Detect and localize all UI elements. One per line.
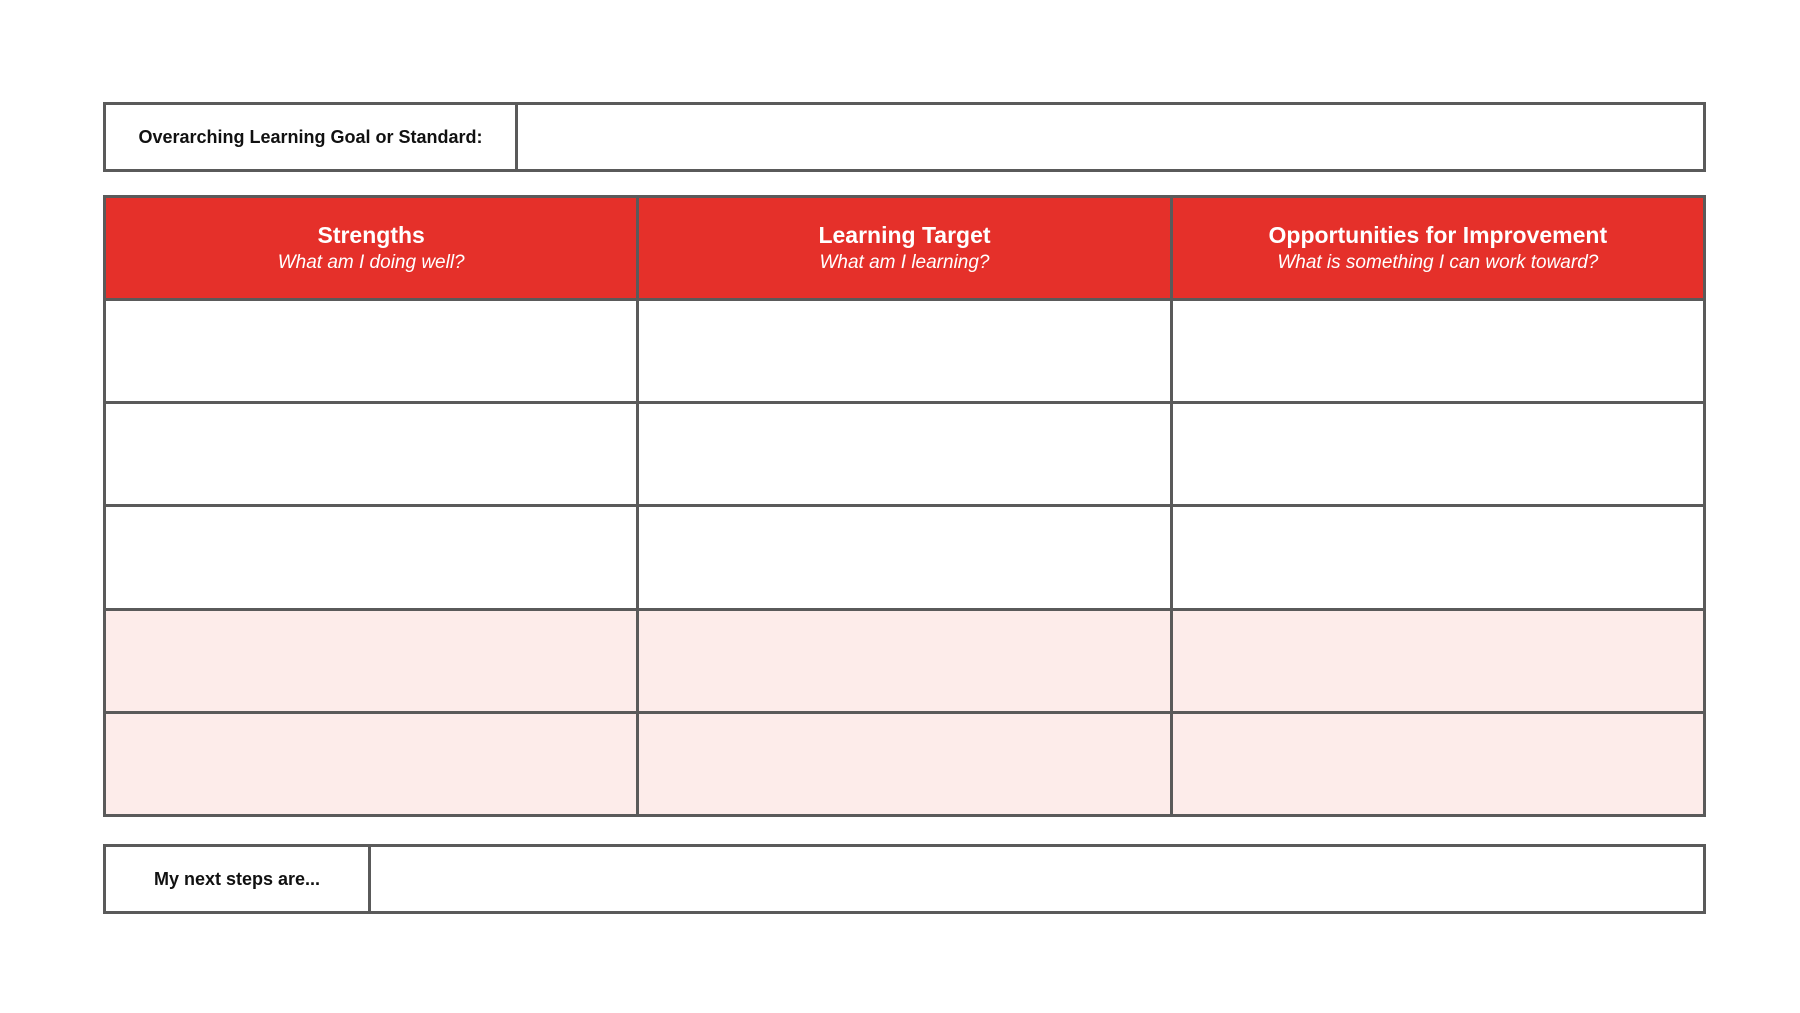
feedback-table [103, 195, 1706, 817]
learning-goal-section [103, 102, 1706, 172]
learning-target-cell[interactable] [638, 403, 1171, 506]
learning-target-cell[interactable] [638, 609, 1171, 712]
table-row [105, 506, 1705, 609]
learning-target-cell[interactable] [638, 712, 1171, 815]
table-row [105, 403, 1705, 506]
strengths-cell[interactable] [105, 403, 638, 506]
column-subtitle: What am I learning? [819, 252, 990, 273]
improvement-cell[interactable] [1171, 300, 1704, 403]
strengths-column-header [105, 197, 638, 300]
header-row [105, 197, 1705, 300]
strengths-cell[interactable] [105, 300, 638, 403]
column-subtitle: What am I doing well? [277, 252, 465, 273]
strengths-cell[interactable] [105, 609, 638, 712]
next-steps-label: My next steps are... [106, 847, 371, 911]
strengths-cell[interactable] [105, 712, 638, 815]
improvement-cell[interactable] [1171, 609, 1704, 712]
column-subtitle: What is something I can work toward? [1277, 252, 1599, 273]
next-steps-field[interactable] [371, 847, 1703, 911]
learning-target-cell[interactable] [638, 506, 1171, 609]
learning-goal-label: Overarching Learning Goal or Standard: [106, 105, 518, 169]
improvement-cell[interactable] [1171, 712, 1704, 815]
column-title: Learning Target [818, 222, 991, 248]
table-row [105, 712, 1705, 815]
learning-target-column-header [638, 197, 1171, 300]
table-row [105, 300, 1705, 403]
learning-goal-field[interactable] [518, 105, 1703, 169]
column-title: Opportunities for Improvement [1268, 222, 1608, 248]
improvement-cell[interactable] [1171, 403, 1704, 506]
table-row [105, 609, 1705, 712]
next-steps-section [103, 844, 1706, 914]
improvement-column-header [1171, 197, 1704, 300]
strengths-cell[interactable] [105, 506, 638, 609]
learning-target-cell[interactable] [638, 300, 1171, 403]
improvement-cell[interactable] [1171, 506, 1704, 609]
column-title: Strengths [317, 222, 425, 248]
